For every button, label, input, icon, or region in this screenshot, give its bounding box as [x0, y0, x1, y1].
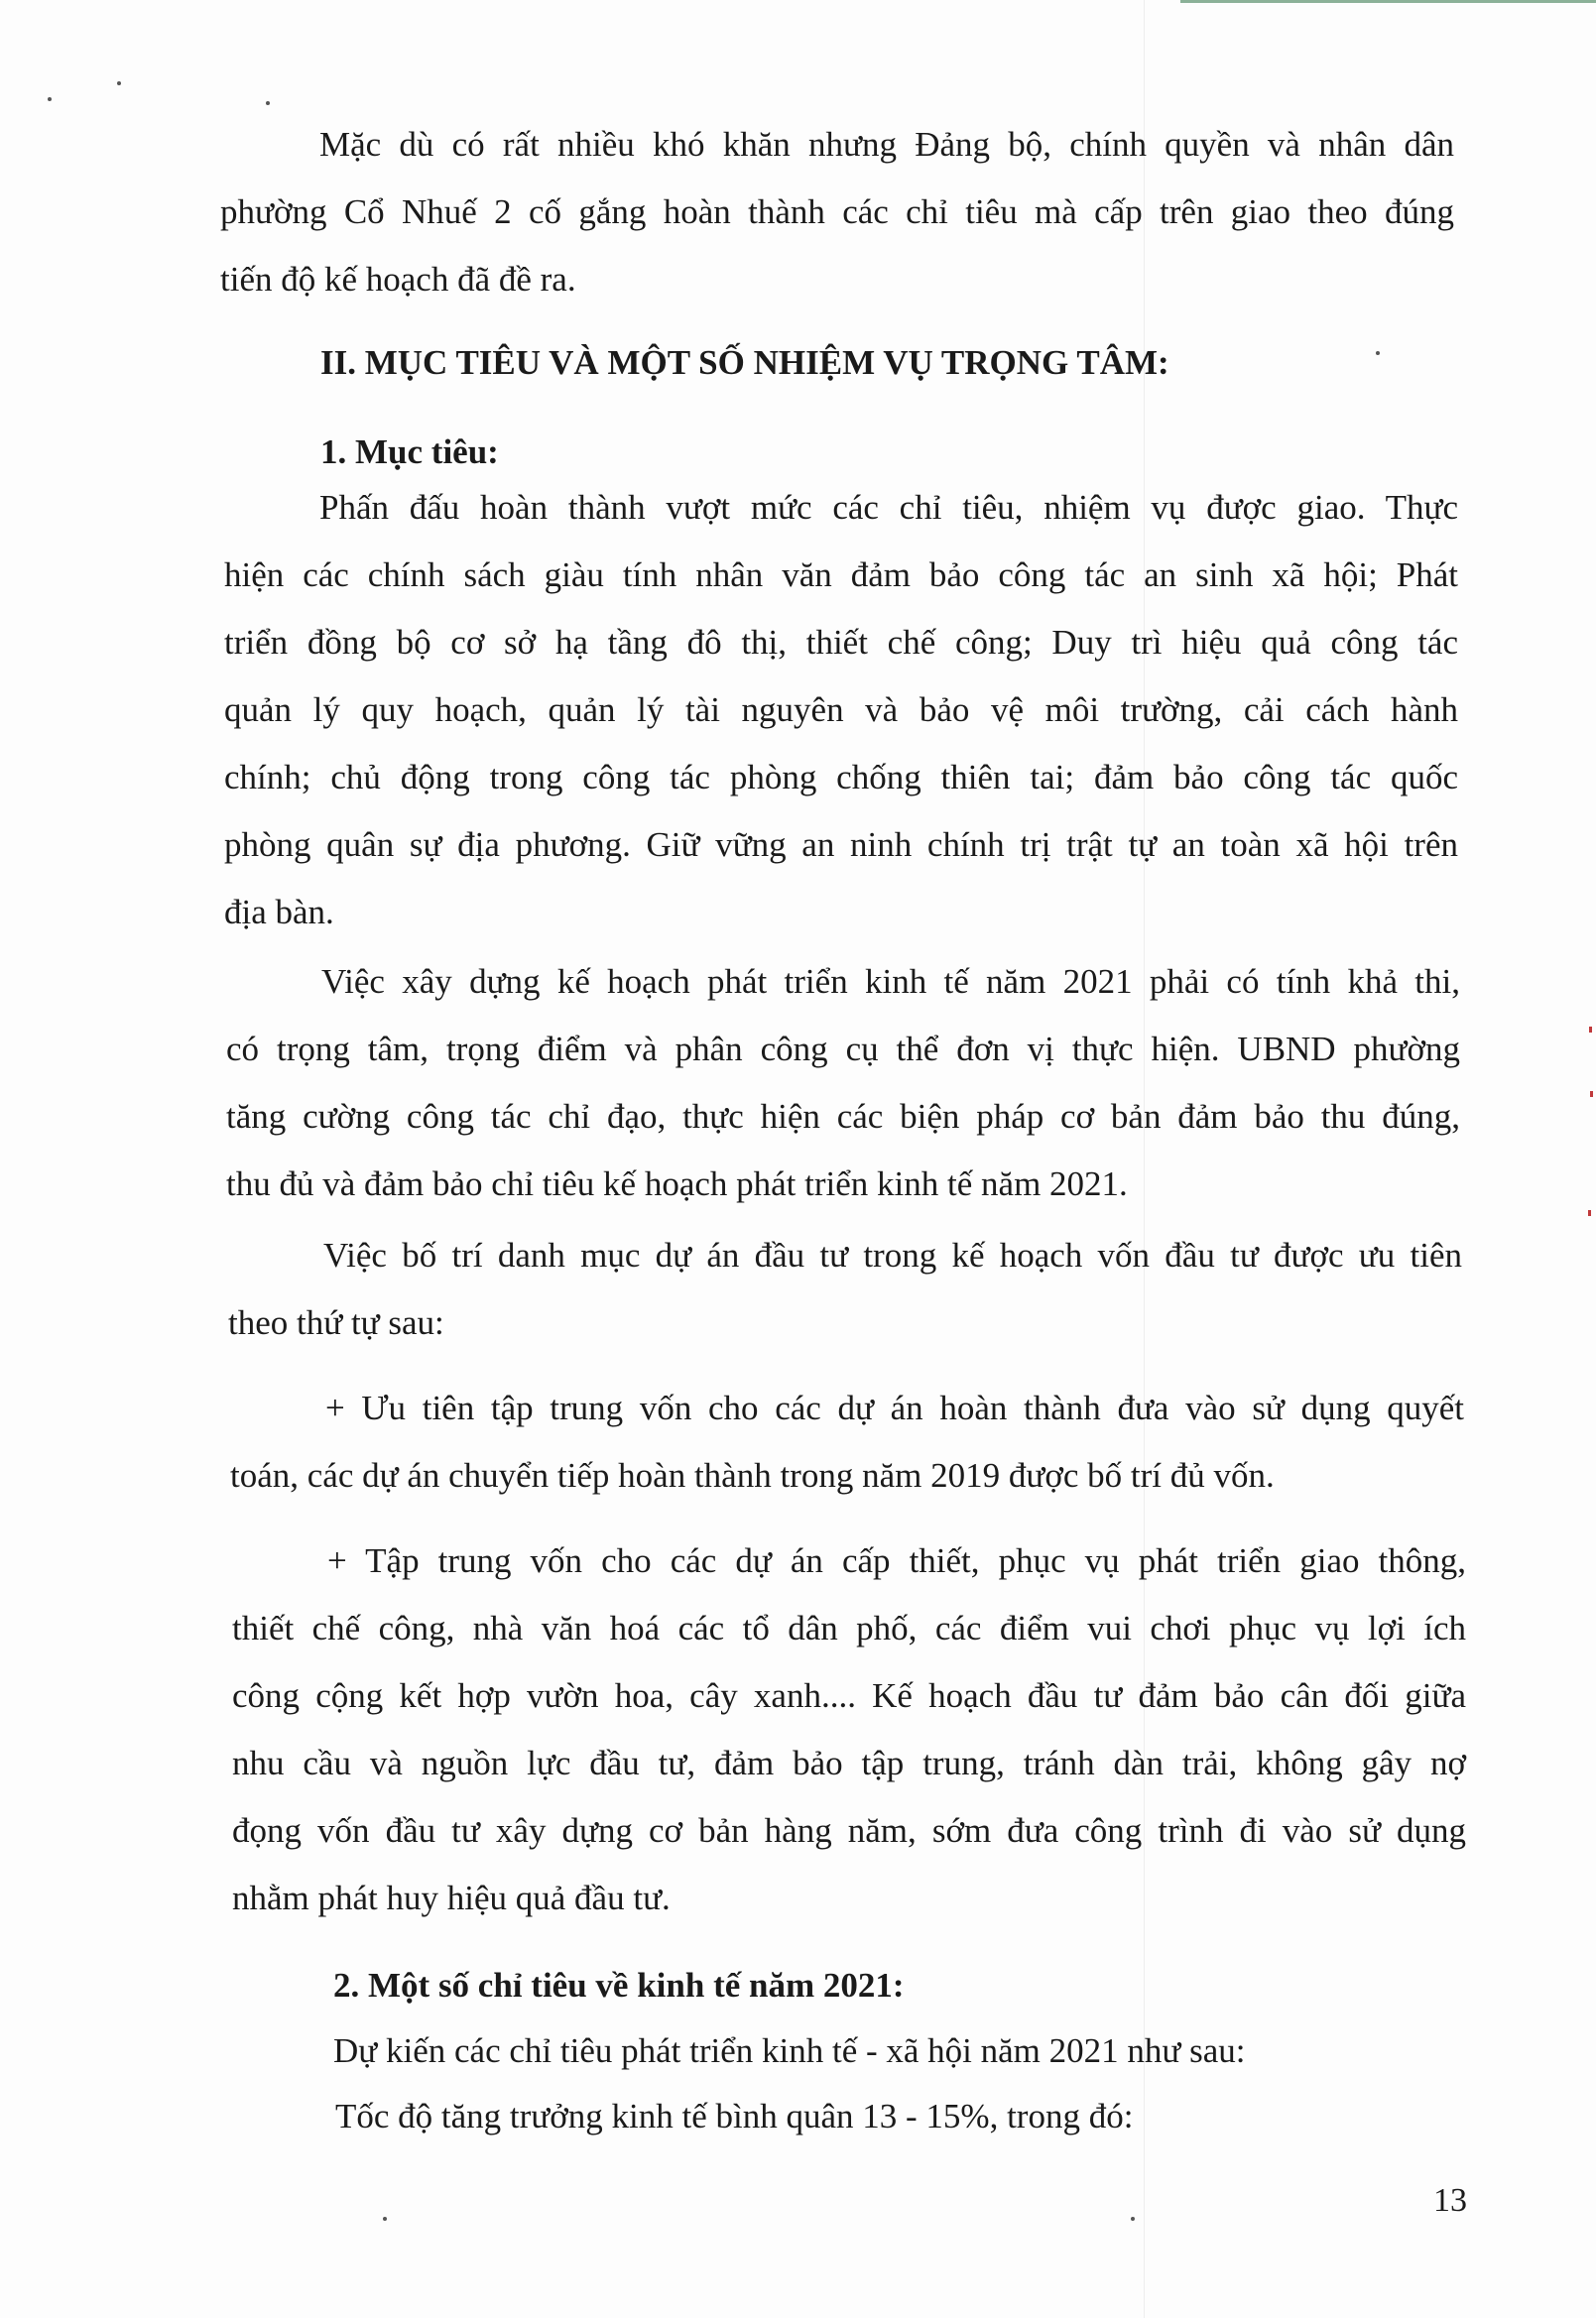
page-number: 13	[1433, 2182, 1467, 2219]
forecast-line	[333, 2017, 1246, 2085]
text-line: Dự kiến các chỉ tiêu phát triển kinh tế - xã hội năm 2021 như sau:	[333, 2031, 1246, 2070]
text-line: Mặc dù có rất nhiều khó khăn nhưng Đảng bộ, chính quyền và nhân dân	[319, 125, 1454, 164]
scan-edge-mark	[1180, 0, 1596, 3]
priority-bullet-2	[232, 1527, 1466, 1932]
text-line: đọng vốn đầu tư xây dựng cơ bản hàng năm, sớm đưa công trình đi vào sử dụng	[232, 1811, 1466, 1850]
intro-paragraph	[220, 111, 1454, 313]
goals-paragraph	[224, 474, 1458, 946]
heading-text: 1. Mục tiêu:	[320, 432, 499, 471]
scan-red-mark	[1590, 1091, 1593, 1097]
scan-speck	[1376, 351, 1380, 355]
priority-bullet-1	[230, 1375, 1464, 1510]
text-line: toán, các dự án chuyển tiếp hoàn thành trong năm 2019 được bố trí đủ vốn.	[230, 1456, 1275, 1495]
text-line: Phấn đấu hoàn thành vượt mức các chỉ tiêu, nhiệm vụ được giao. Thực	[319, 488, 1458, 527]
growth-line	[335, 2083, 1133, 2150]
text-line: tiến độ kế hoạch đã đề ra.	[220, 260, 576, 299]
text-line: quản lý quy hoạch, quản lý tài nguyên và bảo vệ môi trường, cải cách hành	[224, 690, 1458, 729]
plan-paragraph	[226, 948, 1460, 1218]
text-line: thu đủ và đảm bảo chỉ tiêu kế hoạch phát triển kinh tế năm 2021.	[226, 1164, 1128, 1203]
section-heading	[320, 329, 1169, 397]
scan-speck	[1131, 2217, 1135, 2221]
text-line: Tốc độ tăng trưởng kinh tế bình quân 13 - 15%, trong đó:	[335, 2097, 1134, 2135]
text-line: có trọng tâm, trọng điểm và phân công cụ thể đơn vị thực hiện. UBND phường	[226, 1030, 1460, 1068]
text-line: tăng cường công tác chỉ đạo, thực hiện các biện pháp cơ bản đảm bảo thu đúng,	[226, 1097, 1460, 1136]
heading-text: 2. Một số chỉ tiêu về kinh tế năm 2021:	[333, 1966, 905, 2005]
heading-text: II. MỤC TIÊU VÀ MỘT SỐ NHIỆM VỤ TRỌNG TÂM:	[320, 343, 1169, 382]
text-line: hiện các chính sách giàu tính nhân văn đảm bảo công tác an sinh xã hội; Phát	[224, 555, 1458, 594]
scan-speck	[383, 2217, 387, 2221]
scan-speck	[117, 81, 121, 85]
text-line: nhu cầu và nguồn lực đầu tư, đảm bảo tập trung, tránh dàn trải, không gây nợ	[232, 1744, 1466, 1782]
text-line: nhằm phát huy hiệu quả đầu tư.	[232, 1879, 671, 1917]
text-line: + Tập trung vốn cho các dự án cấp thiết, phục vụ phát triển giao thông,	[327, 1541, 1466, 1580]
scan-red-mark	[1588, 1210, 1591, 1216]
subheading-economic-targets	[333, 1952, 905, 2019]
text-line: chính; chủ động trong công tác phòng chống thiên tai; đảm bảo công tác quốc	[224, 758, 1458, 796]
text-line: địa bàn.	[224, 893, 334, 931]
scan-red-mark	[1589, 1027, 1592, 1033]
text-line: theo thứ tự sau:	[228, 1303, 444, 1342]
text-line: triển đồng bộ cơ sở hạ tầng đô thị, thiết chế công; Duy trì hiệu quả công tác	[224, 623, 1458, 662]
text-line: thiết chế công, nhà văn hoá các tổ dân phố, các điểm vui chơi phục vụ lợi ích	[232, 1609, 1466, 1647]
text-line: + Ưu tiên tập trung vốn cho các dự án hoàn thành đưa vào sử dụng quyết	[325, 1389, 1464, 1427]
text-line: Việc xây dựng kế hoạch phát triển kinh tế năm 2021 phải có tính khả thi,	[321, 962, 1460, 1001]
text-line: phường Cổ Nhuế 2 cố gắng hoàn thành các chỉ tiêu mà cấp trên giao theo đúng	[220, 192, 1454, 231]
text-line: công cộng kết hợp vườn hoa, cây xanh.... Kế hoạch đầu tư đảm bảo cân đối giữa	[232, 1676, 1466, 1715]
text-line: phòng quân sự địa phương. Giữ vững an ninh chính trị trật tự an toàn xã hội trên	[224, 825, 1458, 864]
priority-paragraph	[228, 1222, 1462, 1357]
scan-speck	[48, 97, 52, 101]
scan-speck	[266, 101, 270, 105]
text-line: Việc bố trí danh mục dự án đầu tư trong kế hoạch vốn đầu tư được ưu tiên	[323, 1236, 1462, 1275]
